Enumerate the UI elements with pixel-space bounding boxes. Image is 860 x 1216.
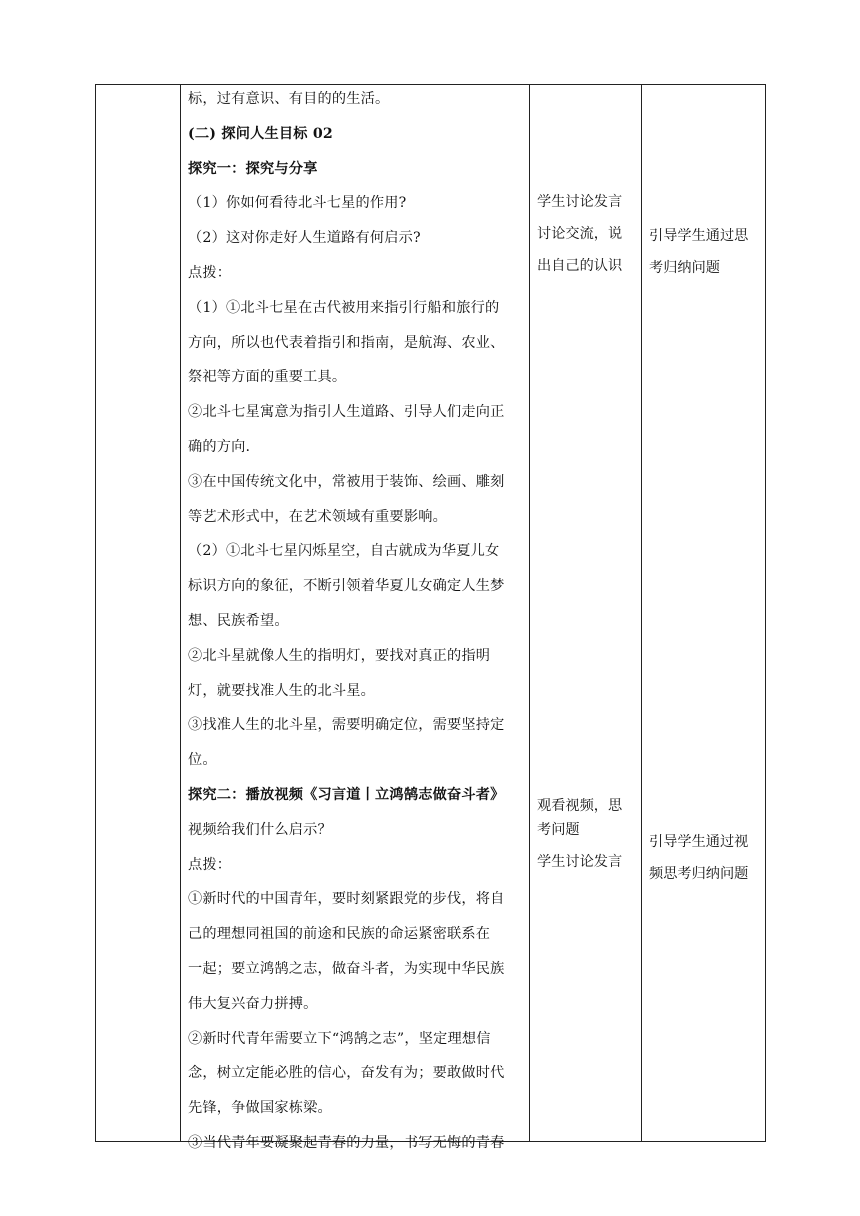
content-line: 一起；要立鸿鹄之志，做奋斗者，为实现中华民族 — [188, 960, 505, 977]
student-activity-line: 学生讨论发言 — [537, 854, 623, 870]
content-line: ②北斗星就像人生的指明灯，要找对真正的指明 — [188, 647, 491, 664]
design-intent-line: 频思考归纳问题 — [649, 866, 749, 882]
content-line: ③当代青年要凝聚起青春的力量，书写无悔的青春 — [188, 1134, 505, 1151]
question-line: 视频给我们什么启示？ — [188, 821, 332, 838]
guidance-label: 点拨： — [188, 856, 232, 873]
design-intent-block-1 — [649, 224, 761, 288]
question-line: （2）这对你走好人生道路有何启示? — [188, 230, 421, 247]
table-border-right — [765, 84, 766, 1142]
content-line: （2）①北斗七星闪烁星空，自古就成为华夏儿女 — [188, 543, 500, 560]
question-line: （1）你如何看待北斗七星的作用? — [188, 195, 407, 212]
content-line: 方向，所以也代表着指引和指南，是航海、农业、 — [188, 334, 505, 351]
student-activity-block-1 — [537, 190, 637, 286]
content-line: ②新时代青年需要立下“鸿鹄之志”，坚定理想信 — [188, 1030, 491, 1047]
student-activity-line: 出自己的认识 — [537, 258, 623, 274]
exploration-heading: 探究一：探究与分享 — [188, 160, 318, 177]
content-line: 念，树立定能必胜的信心，奋发有为；要敢做时代 — [188, 1065, 505, 1082]
content-line: 灯，就要找准人生的北斗星。 — [188, 682, 376, 699]
table-border-left — [95, 84, 96, 1142]
content-line: 位。 — [188, 752, 217, 769]
content-line: （1）①北斗七星在古代被用来指引行船和旅行的 — [188, 299, 500, 316]
content-line: 想、民族希望。 — [188, 612, 289, 629]
design-intent-block-2 — [649, 830, 761, 894]
design-intent-line: 引导学生通过思 — [649, 228, 749, 244]
content-line: ②北斗七星寓意为指引人生道路、引导人们走向正 — [188, 404, 505, 421]
content-line: 伟大复兴奋力拼搏。 — [188, 995, 318, 1012]
content-line: 标识方向的象征，不断引领着华夏儿女确定人生梦 — [188, 578, 505, 595]
content-line: 标，过有意识、有目的的生活。 — [188, 91, 390, 107]
table-divider-3 — [641, 84, 642, 1142]
section-heading: (二) 探问人生目标 02 — [188, 125, 333, 142]
student-activity-line: 考问题 — [537, 822, 580, 838]
content-line: 祭祀等方面的重要工具。 — [188, 369, 347, 386]
exploration-heading: 探究二：播放视频《习言道丨立鸿鹄志做奋斗者》 — [188, 786, 505, 803]
guidance-label: 点拨： — [188, 264, 232, 281]
design-intent-line: 引导学生通过视 — [649, 834, 749, 850]
content-line: 确的方向. — [188, 438, 251, 455]
design-intent-line: 考归纳问题 — [649, 260, 720, 276]
student-activity-block-2 — [537, 794, 637, 882]
teaching-content-cell — [188, 87, 524, 1166]
content-line: 己的理想同祖国的前途和民族的命运紧密联系在 — [188, 926, 491, 943]
student-activity-line: 学生讨论发言 — [537, 194, 623, 210]
table-top-border — [95, 84, 766, 85]
student-activity-line: 观看视频，思 — [537, 798, 623, 814]
table-divider-2 — [529, 84, 530, 1142]
content-line: 先锋，争做国家栋梁。 — [188, 1100, 332, 1117]
student-activity-line: 讨论交流，说 — [537, 226, 623, 242]
content-line: ③找准人生的北斗星，需要明确定位，需要坚持定 — [188, 717, 505, 734]
content-line: 等艺术形式中，在艺术领域有重要影响。 — [188, 508, 447, 525]
content-line: ①新时代的中国青年，要时刻紧跟党的步伐，将自 — [188, 891, 505, 908]
table-divider-1 — [180, 84, 181, 1142]
content-line: ③在中国传统文化中，常被用于装饰、绘画、雕刻 — [188, 473, 505, 490]
